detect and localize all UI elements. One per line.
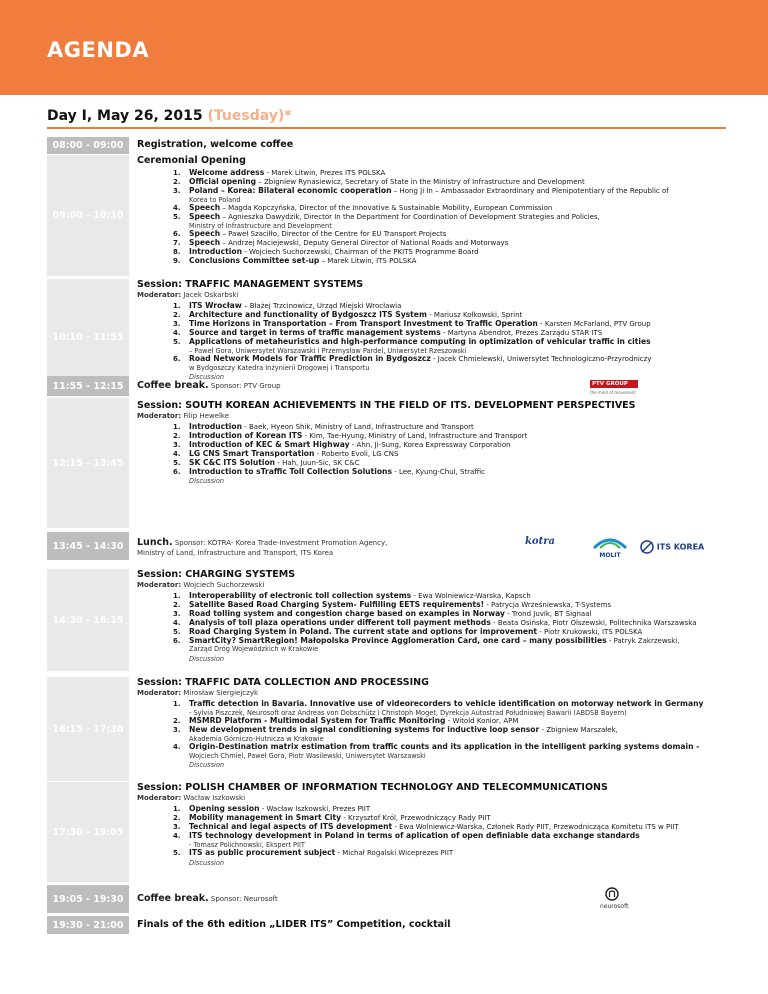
agenda-item [173, 743, 729, 760]
time-slot: 19:30 - 21:00 [47, 916, 129, 934]
item-number: 1. [173, 805, 181, 813]
item-text: Conclusions Committee set-up – Marek Litwin, ITS POLSKA [189, 256, 417, 265]
session-items [173, 423, 729, 476]
session-items [173, 700, 729, 760]
agenda-item [173, 619, 729, 628]
chamber-row [0, 782, 768, 882]
discussion: Discussion [189, 761, 225, 770]
item-text: Speech – Andrzej Maciejewski, Deputy General Director of National Roads and Motorways [189, 238, 509, 247]
item-text: Source and target in terms of traffic management systems - Martyna Abendrot, Prezes Zarządu STAR ITS [189, 328, 603, 337]
item-number: 4. [173, 449, 181, 458]
finals-row [0, 916, 768, 934]
moderator: Moderator: Wojciech Suchorzewski [137, 581, 265, 589]
item-number: 1. [173, 169, 181, 177]
moderator: Moderator: Wacław Iszkowski [137, 794, 246, 802]
time-slot: 11:55 - 12:15 [47, 376, 129, 396]
item-text: Welcome address - Marek Litwin, Prezes ITS POLSKA [189, 169, 386, 177]
item-text: Introduction - Baek, Hyeon Shik, Ministry of Land, Infrastructure and Transport [189, 423, 474, 431]
item-number: 4. [173, 831, 181, 840]
item-text: Introduction - Wojciech Suchorzewski, Chairman of the PKITS Programme Board [189, 247, 479, 256]
day-date: Day I, May 26, 2015 [47, 108, 203, 124]
item-number: 2. [173, 717, 181, 726]
neurosoft-logo: neurosoft [600, 887, 624, 910]
item-number: 9. [173, 256, 181, 265]
day-divider [47, 127, 726, 129]
its-korea-logo: ITS KOREA [640, 540, 704, 554]
item-number: 3. [173, 440, 181, 449]
item-text: New development trends in signal conditioning systems for inductive loop sensor - Zbigniew Marszałek, [189, 726, 618, 735]
item-number: 5. [173, 627, 181, 636]
item-number: 5. [173, 337, 181, 346]
agenda-item [173, 700, 729, 717]
charging-row [0, 569, 768, 671]
item-text: Architecture and functionality of Bydgoszcz ITS System - Mariusz Kołkowski, Sprint [189, 310, 523, 319]
agenda-item [173, 441, 729, 450]
agenda-item [173, 610, 729, 619]
item-number: 2. [173, 813, 181, 822]
item-number: 1. [173, 423, 181, 431]
item-number: 2. [173, 177, 181, 186]
agenda-item [173, 329, 729, 338]
item-text: Applications of metaheuristics and high-performance computing in optimization of vehicular traffic in cities [189, 337, 651, 346]
agenda-item [173, 459, 729, 468]
session-items [173, 302, 729, 372]
item-text: Time Horizons in Transportation – From Transport Investment to Traffic Operation - Karsten McFarland, PTV Group [189, 319, 651, 328]
session-title: Session: TRAFFIC DATA COLLECTION AND PROCESSING [137, 677, 429, 688]
agenda-item [173, 468, 729, 477]
item-text: Interoperability of electronic toll collection systems - Ewa Wolniewicz-Warska, Kapsch [189, 592, 531, 600]
item-number: 6. [173, 354, 181, 363]
item-text: Traffic detection in Bavaria. Innovative use of videorecorders to vehicle identification on motorway network in Germany [189, 700, 704, 708]
registration-row [0, 137, 768, 154]
korea-row [0, 398, 768, 528]
item-text: ITS Wrocław – Błażej Trzcinowicz, Urząd Miejski Wrocławia [189, 302, 402, 310]
item-text: MSMRD Platform - Multimodal System for Traffic Monitoring - Witold Konior, APM [189, 717, 519, 726]
item-text: Road Charging System in Poland. The current state and options for improvement - Piotr Krukowski, ITS POLSKA [189, 627, 643, 636]
item-text: Official opening – Zbigniew Rynasiewicz, Secretary of State in the Ministry of Infrastructure and Development [189, 177, 585, 186]
session-items [173, 592, 729, 654]
item-text: Speech – Paweł Szaciłło, Director of the Centre for EU Transport Projects [189, 229, 447, 238]
item-text: Origin-Destination matrix estimation from traffic counts and its application in the intelligent parking systems domain - [189, 743, 700, 752]
session-items [173, 805, 729, 858]
opening-row [0, 155, 768, 276]
agenda-item [173, 832, 729, 849]
moderator: Moderator: Mirosław Siergiejczyk [137, 689, 259, 697]
time-slot: 17:30 - 19:05 [47, 782, 129, 882]
moderator: Moderator: Jacek Oskarbski [137, 291, 239, 299]
session-title: Session: TRAFFIC MANAGEMENT SYSTEMS [137, 279, 364, 290]
item-number: 4. [173, 328, 181, 337]
agenda-item [173, 338, 729, 355]
agenda-header [0, 0, 768, 95]
kotra-logo: kotra [525, 536, 555, 547]
item-number: 6. [173, 467, 181, 476]
agenda-item [173, 239, 729, 248]
item-text: Road Network Models for Traffic Prediction in Bydgoszcz - Jacek Chmielewski, Uniwersytet Technologiczno-Przyrodniczy [189, 354, 652, 363]
time-slot: 13:45 - 14:30 [47, 532, 129, 560]
discussion: Discussion [189, 372, 225, 381]
discussion: Discussion [189, 477, 225, 486]
item-subtext: Wojciech Chmiel, Paweł Gora, Piotr Wasilewski, Uniwersytet Warszawski [189, 752, 426, 761]
item-subtext: - Sylvia Piszczek, Neurosoft oraz Andreas von Dobschütz i Christoph Moget, Dyrekcja Autostrad Południowej Bawarii (ABDSB Bayern) [189, 708, 627, 717]
agenda-item [173, 450, 729, 459]
item-text: SK C&C ITS Solution - Hah, Juun-Sic, SK C&C [189, 458, 360, 467]
molit-logo: MOLIT [590, 536, 630, 559]
time-slot: 16:15 - 17:30 [47, 677, 129, 781]
item-text: Analysis of toll plaza operations under different toll payment methods - Beata Osińska, Piotr Olszewski, Politechnika Warszawska [189, 618, 697, 627]
agenda-item [173, 423, 729, 432]
item-subtext: Akademia Górniczo-Hutnicza w Krakowie [189, 734, 324, 743]
agenda-item [173, 355, 729, 372]
agenda-item [173, 248, 729, 257]
time-slot: 10:10 - 11:55 [47, 279, 129, 396]
item-subtext: - Tomasz Polichnowski, Ekspert PIIT [189, 840, 305, 849]
session-title: Session: SOUTH KOREAN ACHIEVEMENTS IN THE FIELD OF ITS. DEVELOPMENT PERSPECTIVES [137, 400, 636, 411]
agenda-item [173, 823, 729, 832]
item-text: Opening session - Wacław Iszkowski, Prezes PIIT [189, 805, 371, 813]
time-slot: 09:00 - 10:10 [47, 155, 129, 276]
agenda-item [173, 257, 729, 266]
item-text: ITS technology development in Poland in terms of aplication of open definiable data exchange standards [189, 831, 640, 840]
item-text: Mobility management in Smart City - Krzysztof Król, Przewodniczący Rady PIIT [189, 813, 491, 822]
item-text: ITS as public procurement subject - Michał Rogalski Wiceprezes PIIT [189, 848, 454, 857]
item-number: 3. [173, 319, 181, 328]
item-number: 6. [173, 636, 181, 645]
item-number: 5. [173, 458, 181, 467]
agenda-item [173, 178, 729, 187]
item-text: Introduction of KEC & Smart Highway - Ahn, Ji-Sung, Korea Expressway Corporation [189, 440, 511, 449]
item-text: Introduction to sTraffic Toll Collection Solutions - Lee, Kyung-Chul, Straffic [189, 467, 485, 476]
agenda-item [173, 717, 729, 726]
agenda-item [173, 849, 729, 858]
item-text: Road tolling system and congestion charge based on examples in Norway - Trond Juvik, BT Signaal [189, 609, 592, 618]
time-slot: 08:00 - 09:00 [47, 137, 129, 154]
discussion: Discussion [189, 654, 225, 663]
lunch-row [0, 532, 768, 560]
item-number: 7. [173, 238, 181, 247]
session-items [173, 169, 729, 266]
registration-title: Registration, welcome coffee [137, 139, 294, 150]
day-heading [47, 108, 292, 124]
session-title: Ceremonial Opening [137, 155, 246, 166]
time-slot: 12:15 - 13:45 [47, 398, 129, 528]
item-number: 3. [173, 186, 181, 195]
agenda-item [173, 637, 729, 654]
day-weekday: (Tuesday)* [207, 108, 292, 124]
moderator: Moderator: Filip Hewelke [137, 412, 230, 420]
item-number: 2. [173, 310, 181, 319]
item-number: 3. [173, 726, 181, 735]
agenda-item [173, 311, 729, 320]
agenda-item [173, 601, 729, 610]
session-title: Session: CHARGING SYSTEMS [137, 569, 296, 580]
item-number: 4. [173, 203, 181, 212]
agenda-item [173, 726, 729, 743]
coffee-break-title: Coffee break. Sponsor: PTV Group [137, 380, 281, 391]
item-number: 2. [173, 600, 181, 609]
agenda-item [173, 213, 729, 230]
discussion: Discussion [189, 858, 225, 867]
item-text: Poland – Korea: Bilateral economic cooperation – Hong Ji In – Ambassador Extraordinary and Plenipotentiary of the Republic of [189, 186, 669, 195]
item-text: SmartCity? SmartRegion! Małopolska Province Agglomeration Card, one card – many possibilities - Patryk Zakrzewski, [189, 636, 680, 645]
item-number: 2. [173, 431, 181, 440]
item-subtext: Ministry of Infrastructure and Development [189, 221, 332, 230]
agenda-item [173, 432, 729, 441]
item-text: Technical and legal aspects of ITS development - Ewa Wolniewicz-Warska, Członek Rady PIIT, Przewodnicząca Komitetu ITS w PIIT [189, 822, 679, 831]
finals-title: Finals of the 6th edition „LIDER ITS” Competition, cocktail [137, 919, 451, 930]
item-text: Speech – Magda Kopczyńska, Director of the Innovative & Sustainable Mobility, European Commission [189, 203, 553, 212]
agenda-item [173, 187, 729, 204]
agenda-item [173, 302, 729, 311]
item-number: 1. [173, 302, 181, 310]
item-number: 4. [173, 618, 181, 627]
agenda-item [173, 320, 729, 329]
item-text: Speech – Agnieszka Dawydzik, Director In the Department for Coordination of Development Strategies and Policies, [189, 212, 600, 221]
agenda-item [173, 814, 729, 823]
lunch-sponsors: Ministry of Land, Infrastructure and Transport, ITS Korea [137, 549, 334, 557]
agenda-item [173, 230, 729, 239]
agenda-item [173, 628, 729, 637]
agenda-item [173, 204, 729, 213]
item-number: 4. [173, 743, 181, 752]
data-collection-row [0, 677, 768, 781]
time-slot: 19:05 - 19:30 [47, 885, 129, 913]
item-number: 6. [173, 229, 181, 238]
coffee-break-row [0, 885, 768, 913]
item-subtext: w Bydgoszczy Katedra Inżynierii Drogowej i Transportu [189, 363, 370, 372]
item-number: 5. [173, 848, 181, 857]
item-number: 1. [173, 592, 181, 600]
item-number: 3. [173, 609, 181, 618]
lunch-title: Lunch. Sponsor: KOTRA- Korea Trade-Investment Promotion Agency, [137, 537, 388, 548]
agenda-item [173, 592, 729, 601]
item-subtext: Zarząd Dróg Wojewódzkich w Krakowie [189, 645, 319, 654]
page-title: AGENDA [47, 38, 150, 62]
item-text: Introduction of Korean ITS - Kim, Tae-Hyung, Ministry of Land, Infrastructure and Transport [189, 431, 528, 440]
item-text: LG CNS Smart Transportation - Roberto Evoli, LG CNS [189, 449, 399, 458]
item-number: 5. [173, 212, 181, 221]
item-subtext: Korea to Poland [189, 195, 241, 204]
coffee-break-title: Coffee break. Sponsor: Neurosoft [137, 893, 278, 904]
ptv-logo: PTV GROUP the mind of movement [590, 380, 638, 400]
agenda-item [173, 805, 729, 814]
item-number: 8. [173, 247, 181, 256]
session-title: Session: POLISH CHAMBER OF INFORMATION TECHNOLOGY AND TELECOMMUNICATIONS [137, 782, 608, 793]
item-number: 1. [173, 700, 181, 708]
coffee-break-row [0, 376, 768, 396]
item-number: 3. [173, 822, 181, 831]
time-slot: 14:30 - 16:15 [47, 569, 129, 671]
agenda-item [173, 169, 729, 178]
item-text: Satellite Based Road Charging System- Fulfilling EETS requirements! - Patrycja Wrześniewska, T-Systems [189, 600, 612, 609]
item-subtext: – Paweł Gora, Uniwersytet Warszawski i Przemysław Pardel, Uniwersytet Rzeszowski [189, 346, 467, 355]
